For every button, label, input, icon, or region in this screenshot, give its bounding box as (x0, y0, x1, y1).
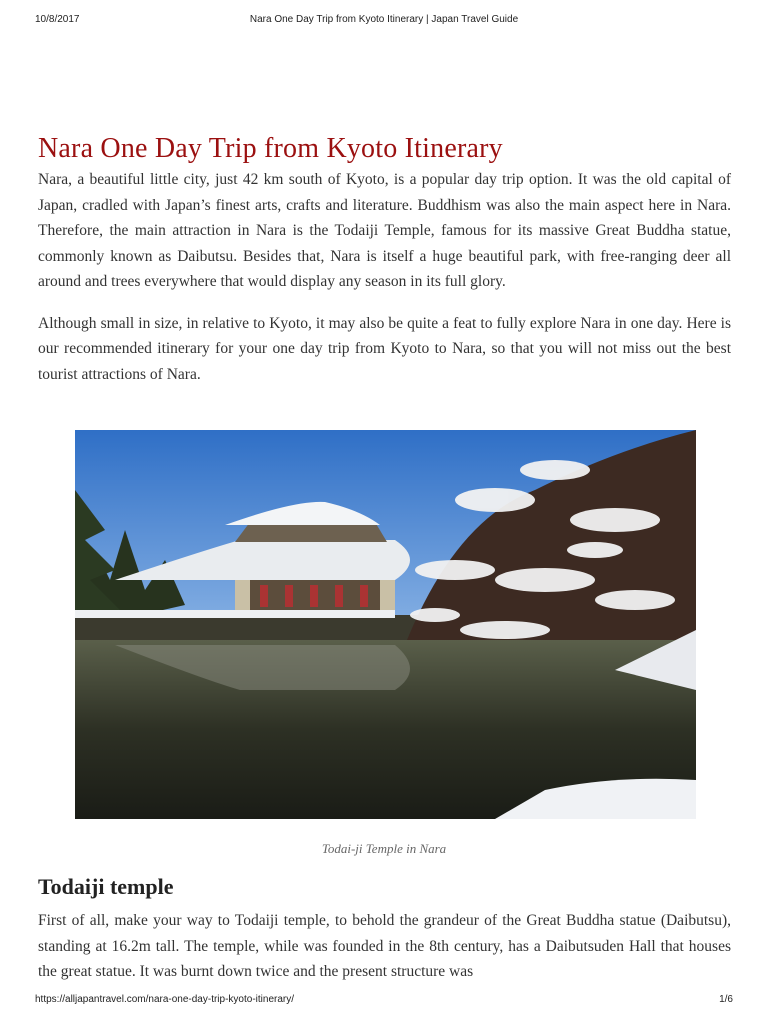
print-header (0, 14, 768, 28)
itinerary-paragraph: Although small in size, in relative to Kyoto, it may also be quite a feat to fully explore Nara in one day. Here is our recommended itinerary for your one day trip from Kyoto to Nara, so that you will not miss out the best tourist attractions of Nara. (38, 314, 731, 383)
section-heading: Todaiji temple (38, 874, 174, 899)
intro-paragraph: Nara, a beautiful little city, just 42 km south of Kyoto, is a popular day trip option. It was the old capital of Japan, cradled with Japan’s finest arts, crafts and literature. Buddhism was also the main aspect here in Nara. Therefore, the main attraction in Nara is the Todaiji Temple, famous for its massive Great Buddha statue, commonly known as Daibutsu. Besides that, Nara is itself a huge beautiful park, with free-ranging deer all around and trees everywhere that would display any season in its full glory. (38, 171, 731, 290)
article-intro (38, 132, 731, 387)
section-paragraph: First of all, make your way to Todaiji temple, to behold the grandeur of the Great Buddha statue (Daibutsu), standing at 16.2m tall. The temple, while was founded in the 8th century, has a Daibutsuden Hall that houses the great statue. It was burnt down twice and the present structure was (38, 912, 731, 980)
page-number: 1/6 (719, 994, 733, 1005)
image-caption: Todai-ji Temple in Nara (321, 841, 447, 856)
todaiji-section (38, 872, 731, 985)
article-title: Nara One Day Trip from Kyoto Itinerary (38, 133, 503, 164)
temple-photo-illustration (75, 430, 696, 819)
print-footer (0, 994, 768, 1008)
print-url: https://alljapantravel.com/nara-one-day-trip-kyoto-itinerary/ (35, 994, 294, 1005)
print-date: 10/8/2017 (35, 14, 80, 25)
todaiji-temple-photo (75, 430, 696, 819)
print-doc-title: Nara One Day Trip from Kyoto Itinerary | Japan Travel Guide (249, 14, 519, 25)
